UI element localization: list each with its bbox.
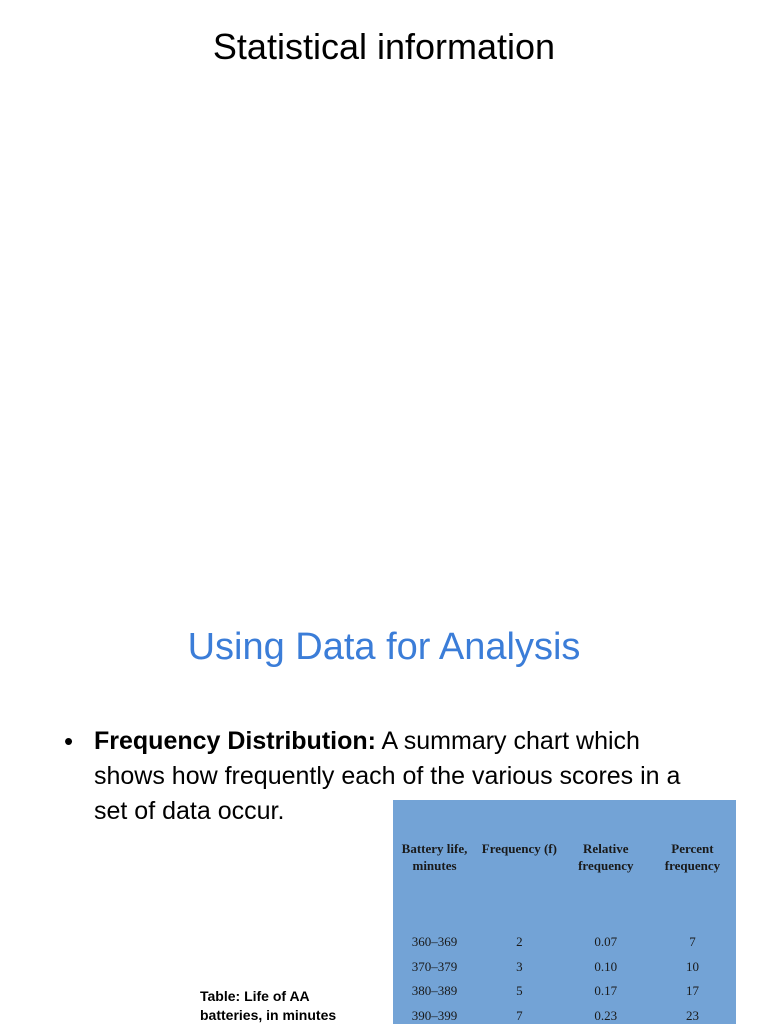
frequency-table [393, 800, 736, 1024]
table-cell: 10 [685, 958, 699, 974]
bullet-definition: A summary chart which shows how frequently each of the various scores in a set of data occur. [94, 727, 681, 825]
column-header: Percent frequency [664, 841, 721, 873]
column-header: Frequency (f) [481, 841, 557, 856]
table-cell: 380–389 [411, 983, 458, 999]
table-row [393, 979, 736, 1004]
table-cell: 3 [516, 958, 523, 974]
table-caption: Table: Life of AA batteries, in minutes [200, 988, 337, 1023]
table-cell: 7 [516, 1007, 523, 1023]
bullet-term: Frequency Distribution: [94, 727, 376, 755]
frequency-table-grid [393, 840, 736, 1024]
table-cell: 2 [516, 934, 523, 950]
table-cell: 0.23 [594, 1007, 618, 1023]
table-cell: 23 [685, 1007, 699, 1023]
section-heading: Using Data for Analysis [187, 626, 581, 668]
table-row [393, 955, 736, 980]
table-cell: 17 [685, 983, 699, 999]
table-cell: 0.17 [594, 983, 618, 999]
table-cell: 0.10 [594, 958, 618, 974]
column-header: Battery life, minutes [401, 841, 468, 873]
table-cell: 360–369 [411, 934, 458, 950]
table-cell: 7 [689, 934, 696, 950]
slide-title: Statistical information [212, 26, 556, 67]
bullet-icon: • [64, 726, 74, 756]
table-cell: 390–399 [411, 1007, 458, 1023]
table-cell: 5 [516, 983, 523, 999]
column-header: Relative frequency [578, 841, 634, 873]
table-header-row [393, 840, 736, 930]
table-row [393, 930, 736, 955]
table-cell: 0.07 [594, 934, 618, 950]
table-row [393, 1004, 736, 1025]
table-cell: 370–379 [411, 958, 458, 974]
